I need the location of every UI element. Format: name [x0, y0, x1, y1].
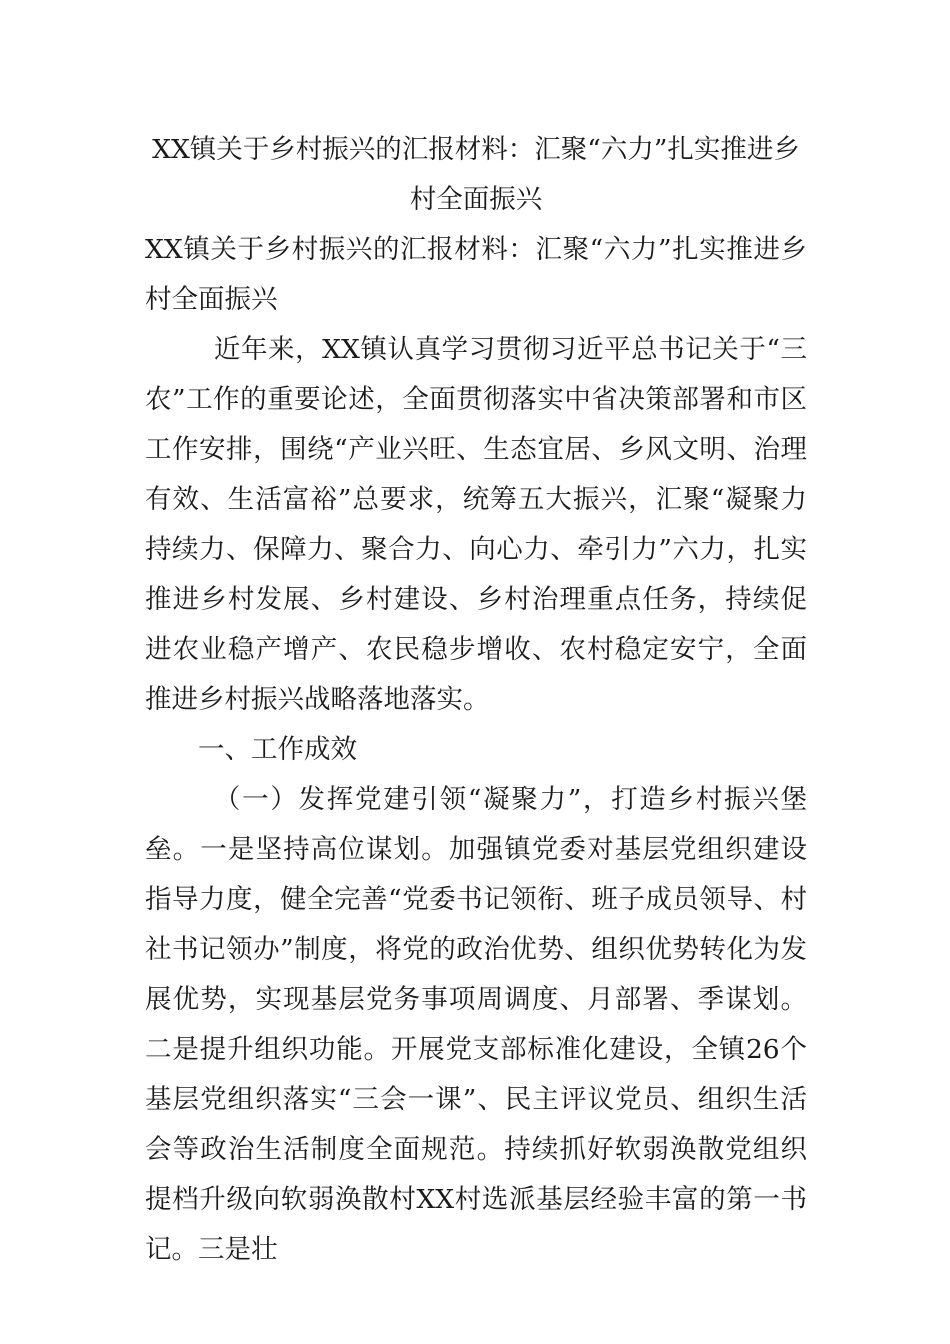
- document-title: XX镇关于乡村振兴的汇报材料：汇聚“六力”扎实推进乡村全面振兴: [152, 134, 800, 215]
- intro-paragraph: 近年来，XX镇认真学习贯彻习近平总书记关于“三农”工作的重要论述，全面贯彻落实中省决策部署和市区工作安排，围绕“产业兴旺、生态宜居、乡风文明、治理有效、生活富裕”总要求，统筹五大振兴，汇聚“凝聚力持续力、保障力、聚合力、向心力、牵引力”六力，扎实推进乡村发展、乡村建设、乡村治理重点任务，持续促进农业稳产增产、农民稳步增收、农村稳定安宁，全面推进乡村振兴战略落地落实。: [145, 334, 807, 715]
- document-subtitle: XX镇关于乡村振兴的汇报材料：汇聚“六力”扎实推进乡村全面振兴: [145, 234, 807, 315]
- section-paragraph: （一）发挥党建引领“凝聚力”，打造乡村振兴堡垒。一是坚持高位谋划。加强镇党委对基层党组织建设指导力度，健全完善“党委书记领衔、班子成员领导、村社书记领办”制度，将党的政治优势、组织优势转化为发展优势，实现基层党务事项周调度、月部署、季谋划。二是提升组织功能。开展党支部标准化建设，全镇26个基层党组织落实“三会一课”、民主评议党员、组织生活会等政治生活制度全面规范。持续抓好软弱涣散党组织提档升级向软弱涣散村XX村选派基层经验丰富的第一书记。三是壮: [145, 784, 807, 1265]
- section-heading: 一、工作成效: [198, 734, 357, 765]
- document-body: [145, 125, 807, 1275]
